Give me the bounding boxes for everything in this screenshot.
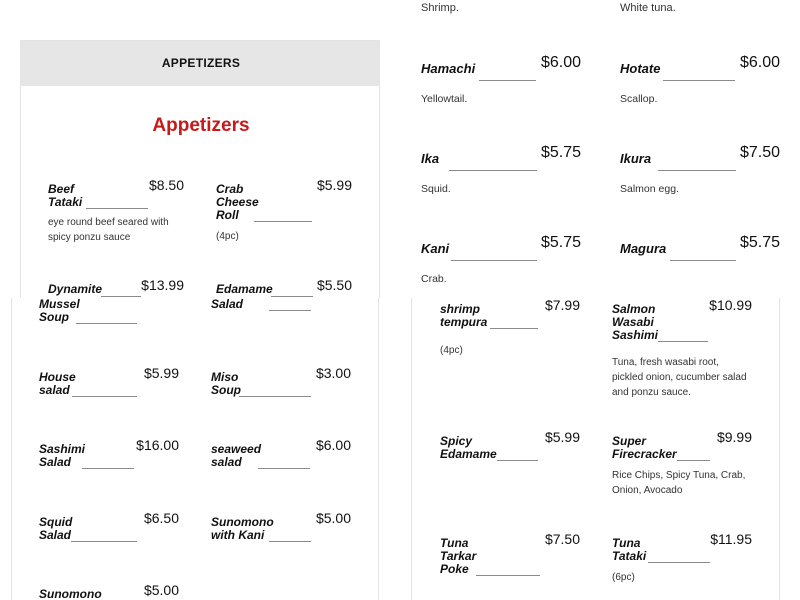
item-name: Hotate [620,61,661,76]
item-divider [254,221,312,222]
item-name: Dynamite [48,282,103,296]
item-name: Sunomono with Kani [211,515,274,542]
item-price: $6.00 [315,437,351,453]
item-price: $10.99 [709,298,752,313]
item-name: Hamachi [421,61,476,76]
item-name: Miso Soup [211,370,241,397]
item-name: Mussel Soup [39,298,80,324]
item-price: $5.00 [315,510,351,526]
item-description: Crab. [421,273,447,285]
item-divider [658,170,736,171]
item-price: $9.99 [716,429,752,445]
item-price: $13.99 [141,277,184,293]
item-price: $5.75 [739,234,780,251]
item-divider [476,575,540,576]
specials-panel [411,298,780,600]
item-name: Ikura [620,151,652,166]
item-name: Kani [421,241,450,256]
item-price: $5.99 [143,365,179,381]
item-divider [670,260,736,261]
item-price: $8.50 [148,177,184,193]
salads-panel [11,298,379,600]
item-name: Sunomono [39,587,102,600]
item-divider [648,562,710,563]
item-divider [490,328,538,329]
item-description: Salmon egg. [620,183,679,195]
item-price: $5.99 [316,177,352,193]
item-price: $7.50 [544,531,580,547]
item-description: (6pc) [612,572,635,583]
item-description: (4pc) [216,231,239,242]
item-price: $5.75 [540,144,581,161]
item-price: $7.50 [739,144,780,161]
item-divider [449,170,537,171]
item-name: House salad [39,370,76,397]
item-divider [239,396,311,397]
item-name: Salmon Wasabi Sashimi [612,302,659,342]
item-divider [72,396,137,397]
item-description: (4pc) [440,345,463,356]
item-price: $6.00 [739,54,780,71]
item-price: $5.50 [316,277,352,293]
item-divider [269,541,311,542]
item-divider [101,296,141,297]
item-divider [658,341,708,342]
item-price: $5.99 [544,429,580,445]
item-description: Tuna, fresh wasabi root, pickled onion, cucumber salad and ponzu sauce. [612,357,747,398]
item-description: eye round beef seared with spicy ponzu sauce [48,217,169,243]
section-title: Appetizers [152,115,250,136]
item-name: Super Firecracker [612,434,677,461]
item-name: Salad [211,298,244,311]
item-name: Edamame [216,282,273,296]
item-description: Rice Chips, Spicy Tuna, Crab, Onion, Avocado [612,470,746,496]
item-description: Yellowtail. [421,93,468,105]
item-name: shrimp tempura [440,302,488,329]
section-header: APPETIZERS [21,41,380,86]
item-description: Shrimp. [421,2,459,14]
item-divider [76,323,137,324]
item-divider [497,460,538,461]
item-divider [82,468,134,469]
item-price: $5.00 [143,582,179,598]
sushi-panel [405,0,800,298]
item-name: Spicy Edamame [440,434,497,461]
item-name: Magura [620,241,667,256]
item-divider [258,468,310,469]
item-description: White tuna. [620,2,676,14]
item-description: Scallop. [620,93,658,105]
item-name: Squid Salad [39,515,73,542]
item-divider [451,260,537,261]
item-divider [269,310,311,311]
item-name: seaweed salad [211,442,262,469]
item-description: Squid. [421,183,451,195]
item-divider [271,296,313,297]
appetizers-panel [20,40,380,298]
item-name: Tuna Tarkar Poke [440,536,477,576]
item-divider [677,460,710,461]
item-name: Beef Tataki [48,182,83,209]
item-name: Crab Cheese Roll [216,182,259,222]
item-price: $3.00 [315,365,351,381]
item-price: $16.00 [136,437,179,453]
item-price: $5.75 [540,234,581,251]
item-name: Sashimi Salad [39,442,86,469]
item-name: Ika [421,151,440,166]
item-price: $7.99 [544,298,580,313]
item-price: $6.50 [143,510,179,526]
item-divider [71,541,137,542]
item-name: Tuna Tataki [612,536,647,563]
item-price: $6.00 [540,54,581,71]
item-divider [479,80,536,81]
item-divider [86,208,148,209]
item-price: $11.95 [710,531,752,547]
item-divider [663,80,735,81]
